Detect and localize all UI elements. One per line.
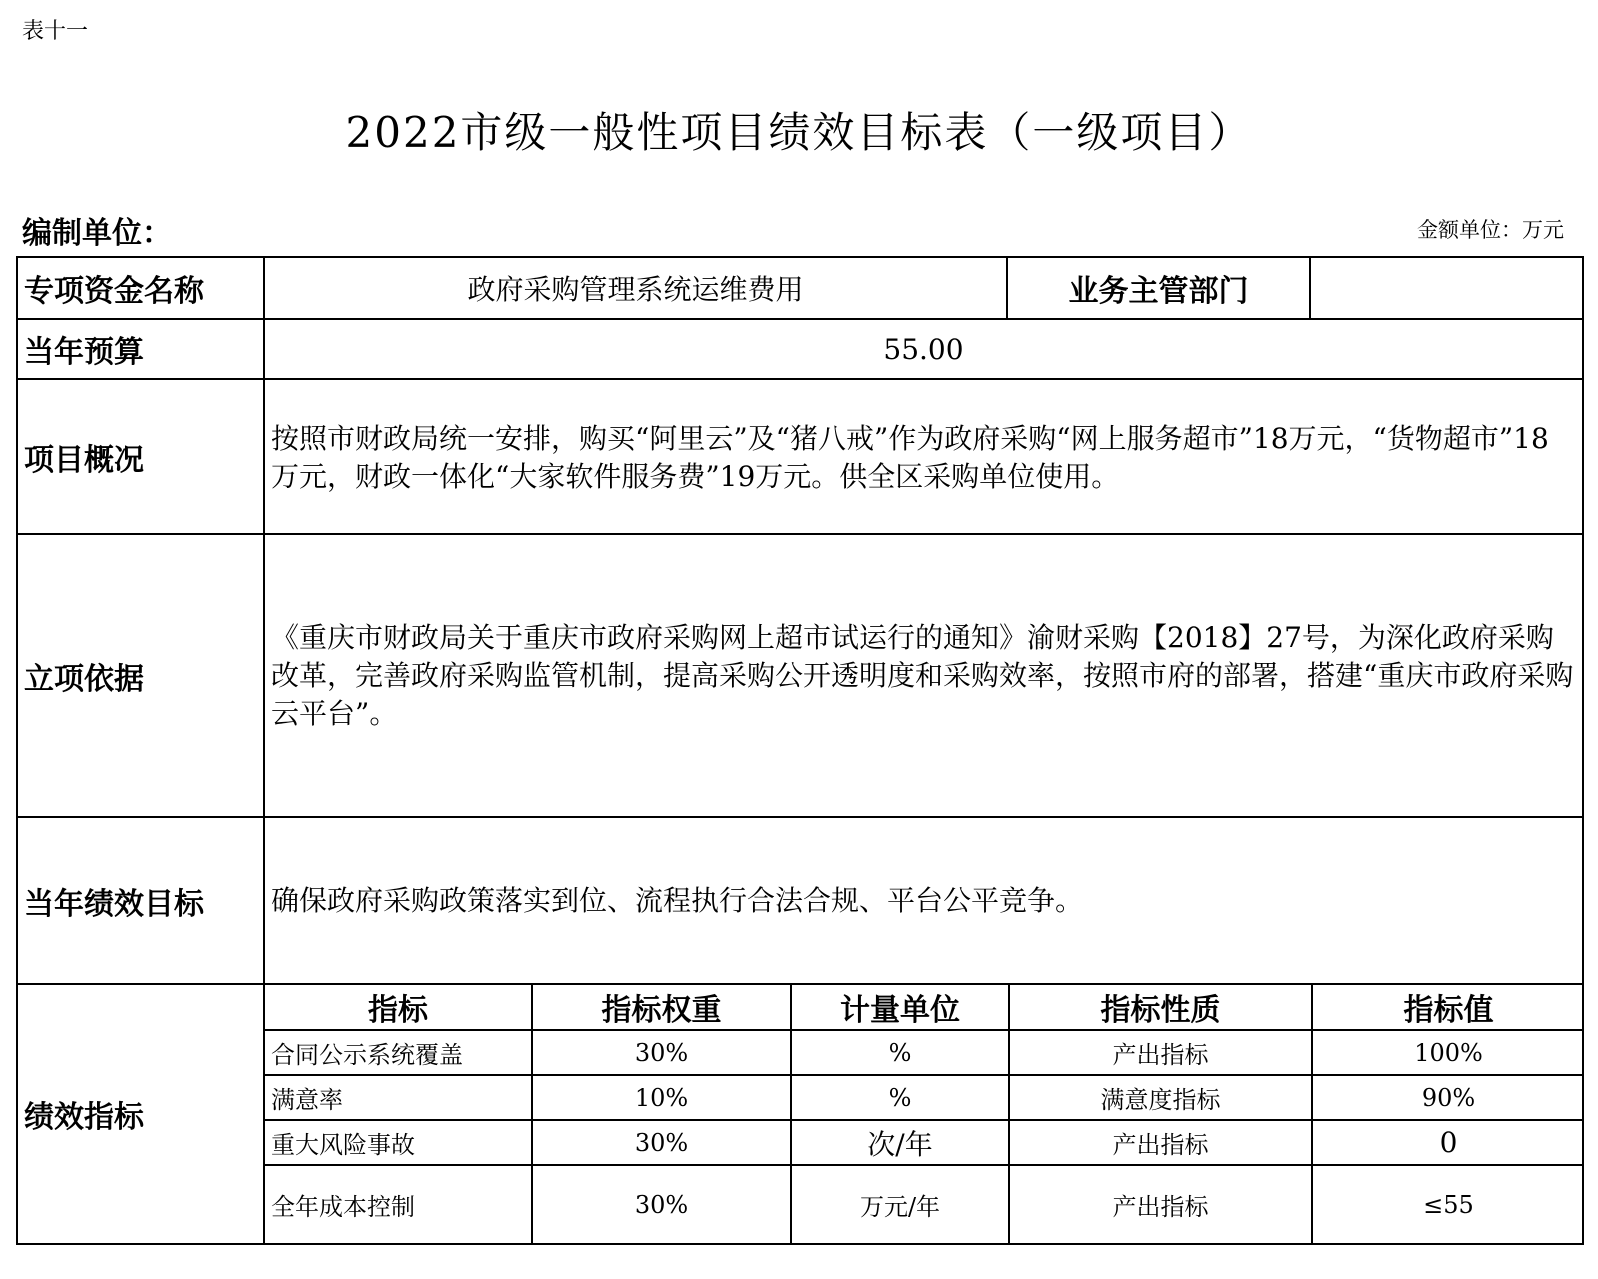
indicators-row [17, 984, 1583, 1244]
indicator-unit: % [791, 1075, 1009, 1120]
header-indicator: 指标 [265, 985, 532, 1030]
fund-name-row [17, 257, 1583, 319]
dept-label: 业务主管部门 [1007, 257, 1310, 319]
dept-value [1310, 257, 1583, 319]
fund-name-value: 政府采购管理系统运维费用 [264, 257, 1007, 319]
table-row [265, 1120, 1584, 1165]
indicator-name: 重大风险事故 [265, 1120, 532, 1165]
indicators-cell [264, 984, 1583, 1244]
indicator-name: 全年成本控制 [265, 1165, 532, 1243]
goal-row [17, 817, 1583, 984]
budget-row [17, 319, 1583, 379]
budget-value: 55.00 [264, 319, 1583, 379]
compiling-unit-label: 编制单位： [22, 216, 172, 251]
indicator-nature: 产出指标 [1009, 1165, 1312, 1243]
amount-unit-label: 金额单位：万元 [1417, 218, 1564, 242]
indicators-header-row [265, 985, 1584, 1030]
indicator-name: 满意率 [265, 1075, 532, 1120]
table-row [265, 1075, 1584, 1120]
overview-row [17, 379, 1583, 534]
table-row [265, 1165, 1584, 1243]
basis-label: 立项依据 [17, 534, 264, 817]
header-unit: 计量单位 [791, 985, 1009, 1030]
indicator-unit: % [791, 1030, 1009, 1075]
indicator-value: ≤55 [1423, 1190, 1474, 1219]
indicator-nature: 产出指标 [1009, 1120, 1312, 1165]
page-title: 2022市级一般性项目绩效目标表（一级项目） [345, 108, 1253, 157]
performance-target-table [16, 256, 1584, 1245]
indicator-value: 0 [1312, 1120, 1584, 1165]
indicator-name: 合同公示系统覆盖 [265, 1030, 532, 1075]
indicators-table [265, 985, 1584, 1243]
header-value: 指标值 [1312, 985, 1584, 1030]
fund-name-label: 专项资金名称 [17, 257, 264, 319]
indicator-unit: 万元/年 [791, 1165, 1009, 1243]
indicator-weight: 30% [532, 1165, 791, 1243]
indicator-weight: 30% [532, 1030, 791, 1075]
goal-label: 当年绩效目标 [17, 817, 264, 984]
indicators-label: 绩效指标 [17, 984, 264, 1244]
overview-label: 项目概况 [17, 379, 264, 534]
header-nature: 指标性质 [1009, 985, 1312, 1030]
goal-text: 确保政府采购政策落实到位、流程执行合法合规、平台公平竞争。 [264, 817, 1583, 984]
table-number: 表十一 [22, 19, 89, 44]
budget-label: 当年预算 [17, 319, 264, 379]
basis-row [17, 534, 1583, 817]
indicator-unit: 次/年 [791, 1120, 1009, 1165]
overview-text: 按照市财政局统一安排，购买“阿里云”及“猪八戒”作为政府采购“网上服务超市”18万元，“货物超市”18万元，财政一体化“大家软件服务费”19万元。供全区采购单位使用。 [264, 379, 1583, 534]
indicator-nature: 满意度指标 [1009, 1075, 1312, 1120]
table-row [265, 1030, 1584, 1075]
indicator-value: 100% [1312, 1030, 1584, 1075]
indicator-weight: 30% [532, 1120, 791, 1165]
header-weight: 指标权重 [532, 985, 791, 1030]
basis-text: 《重庆市财政局关于重庆市政府采购网上超市试运行的通知》渝财采购【2018】27号，为深化政府采购改革，完善政府采购监管机制，提高采购公开透明度和采购效率，按照市府的部署，搭建“重庆市政府采购云平台”。 [264, 534, 1583, 817]
indicator-value: 90% [1312, 1075, 1584, 1120]
indicator-weight: 10% [532, 1075, 791, 1120]
indicator-nature: 产出指标 [1009, 1030, 1312, 1075]
